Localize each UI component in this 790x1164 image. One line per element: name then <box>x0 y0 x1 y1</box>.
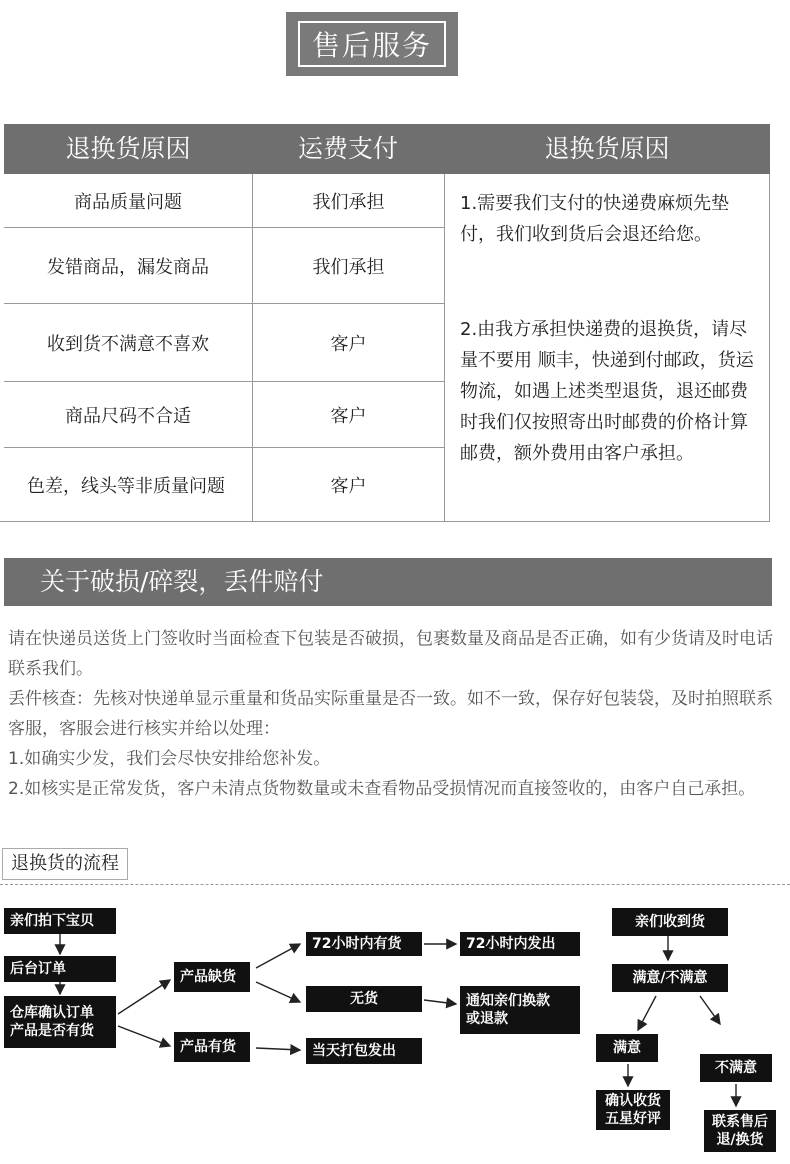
note-1: 1.需要我们支付的快递费麻烦先垫付，我们收到货后会退还给您。 <box>460 193 730 245</box>
table-row-payer: 客户 <box>253 382 444 448</box>
arrow <box>424 1000 456 1004</box>
page-title: 售后服务 <box>298 21 446 67</box>
flow-step-place-order: 亲们拍下宝贝 <box>4 908 116 934</box>
title-banner <box>286 12 458 76</box>
flow-step-satisfied: 满意 <box>596 1034 658 1062</box>
flow-step-backend-order: 后台订单 <box>4 956 116 982</box>
flow-step-ship-72h: 72小时内发出 <box>460 932 580 956</box>
table-row-payer: 客户 <box>253 448 444 522</box>
damage-paragraph: 2.如核实是正常发货，客户未清点货物数量或未查看物品受损情况而直接签收的，由客户自己承担。 <box>8 779 756 799</box>
flow-divider <box>0 884 790 885</box>
flow-step-warehouse-line1: 仓库确认订单 <box>10 1005 94 1021</box>
flow-step-received: 亲们收到货 <box>612 908 728 936</box>
table-row-reason: 发错商品，漏发商品 <box>4 228 252 304</box>
flow-step-satisfaction: 满意/不满意 <box>612 964 728 992</box>
arrow <box>118 1026 170 1046</box>
table-divider <box>769 174 770 522</box>
header-reason-notes: 退换货原因 <box>544 134 670 163</box>
table-divider <box>444 174 445 522</box>
damage-paragraph: 丢件核查：先核对快递单显示重量和货品实际重量是否一致。如不一致，保存好包装袋，及时拍照联系客服，客服会进行核实并给以处理： <box>8 689 773 739</box>
flow-step-confirm-line2: 五星好评 <box>605 1111 661 1127</box>
flow-step-contact-line2: 退/换货 <box>716 1132 764 1148</box>
table-row-payer: 我们承担 <box>253 174 444 228</box>
table-bottom-line <box>444 521 770 522</box>
damage-paragraph: 请在快递员送货上门签收时当面检查下包装是否破损，包裹数量及商品是否正确，如有少货请及时电话联系我们。 <box>8 629 773 679</box>
table-row-payer: 我们承担 <box>253 228 444 304</box>
flow-step-unsatisfied: 不满意 <box>700 1054 772 1082</box>
flow-step-notify-line2: 或退款 <box>466 1011 508 1027</box>
arrow <box>256 944 300 968</box>
flow-step-out-of-stock: 产品缺货 <box>174 962 250 992</box>
header-shipping-payment: 运费支付 <box>297 134 398 163</box>
table-row-reason: 商品质量问题 <box>4 174 252 228</box>
arrow <box>256 982 300 1002</box>
flow-step-notify-line1: 通知亲们换款 <box>466 993 550 1009</box>
table-row-reason: 商品尺码不合适 <box>4 382 252 448</box>
damage-paragraph: 1.如确实少发，我们会尽快安排给您补发。 <box>8 749 331 769</box>
arrow <box>700 996 720 1024</box>
flow-step-confirm-line1: 确认收货 <box>605 1093 661 1109</box>
table-row-reason: 收到货不满意不喜欢 <box>4 304 252 382</box>
flow-step-notify-exchange <box>460 986 580 1034</box>
flow-step-warehouse-check <box>4 996 116 1048</box>
table-row-reason: 色差，线头等非质量问题 <box>0 448 252 522</box>
flow-step-contact-line1: 联系售后 <box>712 1114 768 1130</box>
note-2: 2.由我方承担快递费的退换货，请尽量不要用 顺丰，快递到付邮政，货运物流，如遇上述类型退货，退还邮费时我们仅按照寄出时邮费的价格计算邮费，额外费用由客户承担。 <box>460 319 754 464</box>
flow-step-no-stock: 无货 <box>306 986 422 1012</box>
table-row-payer: 客户 <box>253 304 444 382</box>
damage-section-title: 关于破损/碎裂，丢件赔付 <box>4 558 772 606</box>
header-reason: 退换货原因 <box>65 134 191 163</box>
arrow <box>118 980 170 1014</box>
flow-step-confirm-review <box>596 1090 670 1130</box>
table-header <box>4 124 770 174</box>
flow-title: 退换货的流程 <box>2 848 128 880</box>
flow-step-ship-today: 当天打包发出 <box>306 1038 422 1064</box>
flow-step-contact-aftersale <box>704 1110 776 1152</box>
arrow <box>638 996 656 1030</box>
flow-step-warehouse-line2: 产品是否有货 <box>10 1023 94 1039</box>
flow-step-in-stock: 产品有货 <box>174 1032 250 1062</box>
flow-step-stock-72h: 72小时内有货 <box>306 932 422 956</box>
arrow <box>256 1048 300 1050</box>
